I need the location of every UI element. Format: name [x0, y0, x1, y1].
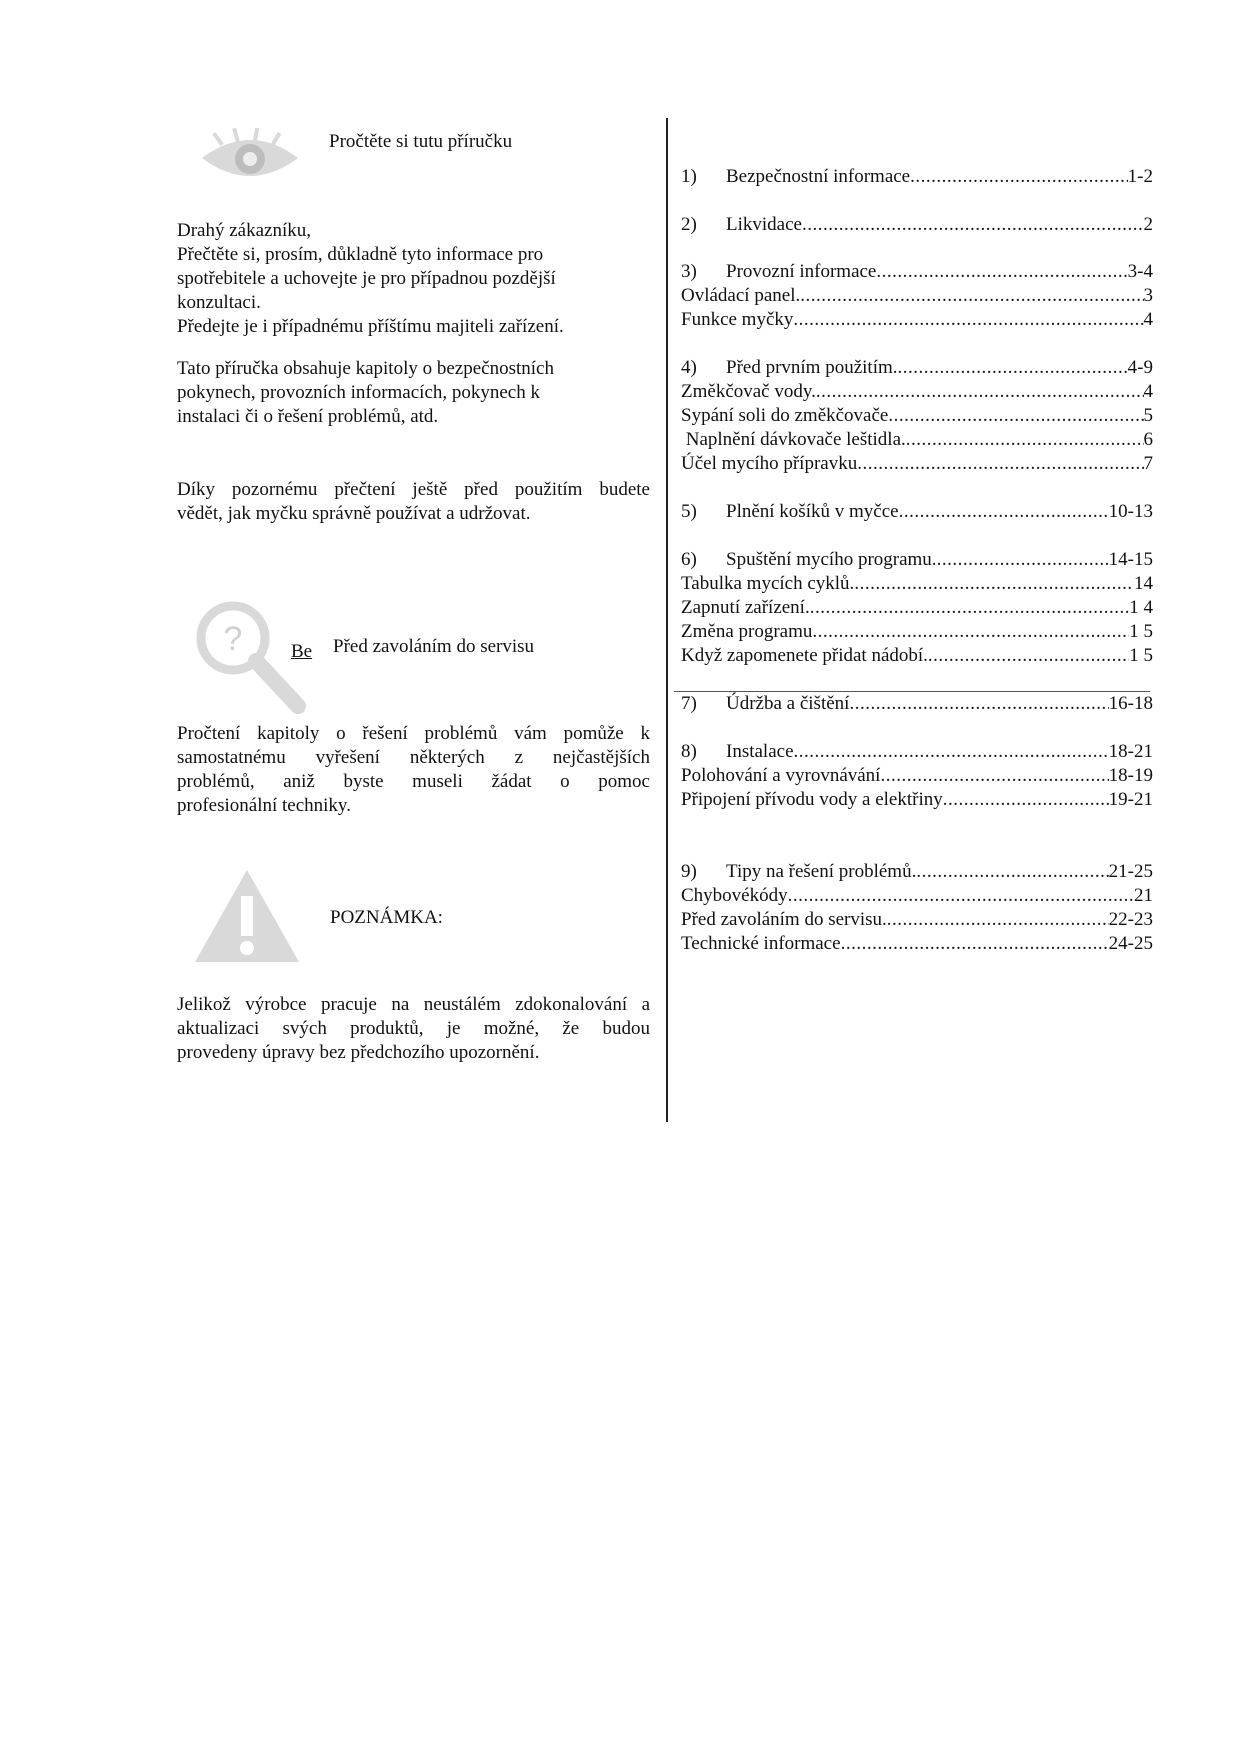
text-line: Díky pozornému přečtení ještě před použitím budete [177, 479, 650, 500]
text-line: spotřebitele a uchovejte je pro případnou pozdější [177, 268, 556, 289]
text-line: profesionální techniky. [177, 795, 351, 816]
reading-benefit-paragraph [177, 478, 650, 526]
toc-entry[interactable]: 7) Údržba a čištění ..... 16-18 [681, 692, 1153, 716]
toc-subentry[interactable]: Tabulka mycích cyklů. ..... 14 [681, 572, 1153, 596]
text-line: Předejte je i případnému příštímu majiteli zařízení. [177, 316, 564, 337]
toc-entry[interactable]: 5) Plnění košíků v myčce ..... 10-13 [681, 500, 1153, 524]
toc-subentry[interactable]: Polohování a vyrovnávání ..... 18-19 [681, 764, 1153, 788]
toc-subentry[interactable]: Technické informace ..... 24-25 [681, 932, 1153, 956]
toc-entry[interactable]: 8) Instalace ..... 18-21 [681, 740, 1153, 764]
toc-subentry[interactable]: Funkce myčky ..... 4 [681, 308, 1153, 332]
text-line: Jelikož výrobce pracuje na neustálém zdokonalování a [177, 994, 650, 1015]
contents-paragraph [177, 357, 650, 429]
text-line: Tato příručka obsahuje kapitoly o bezpečnostních [177, 358, 554, 379]
text-line: problémů, aniž byste museli žádat o pomoc [177, 771, 650, 792]
toc-entry[interactable]: 1) Bezpečnostní informace ..... 1-2 [681, 165, 1153, 189]
toc-subentry[interactable]: Účel mycího přípravku ..... 7 [681, 452, 1153, 476]
text-line: provedeny úpravy bez předchozího upozornění. [177, 1042, 540, 1063]
intro-paragraph [177, 219, 650, 339]
toc-entry[interactable]: 9) Tipy na řešení problémů. ..... 21-25 [681, 860, 1153, 884]
text-line: konzultaci. [177, 292, 261, 313]
text-line: vědět, jak myčku správně používat a udržovat. [177, 503, 531, 524]
text-line: aktualizaci svých produktů, je možné, že budou [177, 1018, 650, 1039]
text-line: Přečtěte si, prosím, důkladně tyto informace pro [177, 244, 544, 265]
text-line: Pročtení kapitoly o řešení problémů vám pomůže k [177, 723, 650, 744]
text-line: instalaci či o řešení problémů, atd. [177, 406, 439, 427]
toc-entry[interactable]: 6) Spuštění mycího programu. ..... 14-15 [681, 548, 1153, 572]
troubleshooting-paragraph [177, 722, 650, 818]
text-line: samostatnému vyřešení některých z nejčastějších [177, 747, 650, 768]
toc-subentry[interactable]: Chybovékódy ..... 21 [681, 884, 1153, 908]
toc-subentry[interactable]: Když zapomenete přidat nádobí. ..... 1 5 [681, 644, 1153, 668]
column-divider [666, 118, 668, 1122]
toc-subentry[interactable]: Zapnutí zařízení. ..... 1 4 [681, 596, 1153, 620]
text-line: pokynech, provozních informacích, pokynech k [177, 382, 540, 403]
truncated-label-fragment: Be [291, 641, 313, 662]
section-separator [674, 691, 1150, 692]
toc-entry[interactable]: 4) Před prvním použitím. ..... 4-9 [681, 356, 1153, 380]
read-manual-heading: Pročtěte si tutu příručku [329, 131, 513, 152]
toc-subentry[interactable]: Ovládací panel. ..... 3 [681, 284, 1153, 308]
note-paragraph [177, 993, 650, 1065]
note-heading: POZNÁMKA: [330, 907, 443, 928]
toc-subentry[interactable]: Připojení přívodu vody a elektřiny ..... 19-21 [681, 788, 1153, 812]
toc-subentry[interactable]: Před zavoláním do servisu. ..... 22-23 [681, 908, 1153, 932]
warning-triangle-icon [193, 868, 301, 964]
service-heading: Před zavoláním do servisu [333, 636, 535, 657]
eye-icon [196, 128, 304, 190]
toc-subentry[interactable]: Naplnění dávkovače leštidla. ..... 6 [681, 428, 1153, 452]
toc-subentry[interactable]: Změkčovač vody. ..... 4 [681, 380, 1153, 404]
svg-text:?: ? [223, 620, 243, 658]
toc-subentry[interactable]: Změna programu ..... 1 5 [681, 620, 1153, 644]
text-line: Drahý zákazníku, [177, 220, 311, 241]
toc-subentry[interactable]: Sypání soli do změkčovače ..... 5 [681, 404, 1153, 428]
toc-entry[interactable]: 3) Provozní informace ..... 3-4 [681, 260, 1153, 284]
toc-entry[interactable]: 2) Likvidace ..... 2 [681, 213, 1153, 237]
